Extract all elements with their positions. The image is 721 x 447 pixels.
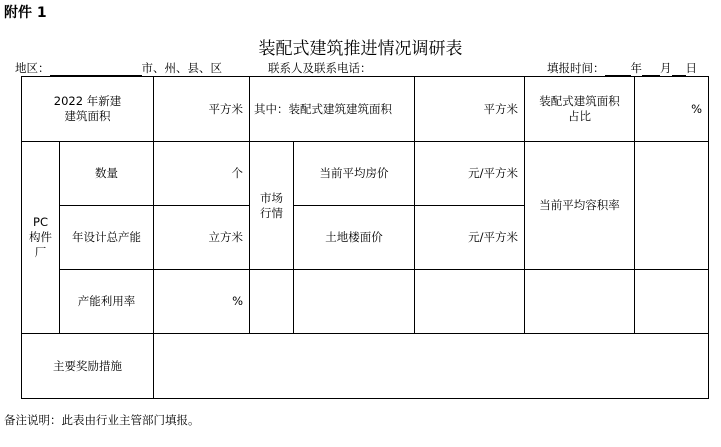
contact-field — [268, 60, 372, 76]
incentives-label: 主要奖励措施 — [22, 334, 154, 399]
blank-cell[interactable] — [415, 270, 525, 334]
pc-line1: PC — [33, 215, 48, 229]
prefab-ratio-header — [525, 77, 635, 142]
prefab-area-label: 其中：装配式建筑建筑面积 — [250, 77, 415, 142]
capacity-label: 年设计总产能 — [60, 206, 154, 270]
blank-cell[interactable] — [294, 270, 415, 334]
page-title: 装配式建筑推进情况调研表 — [258, 39, 463, 59]
month-label: 月 — [660, 61, 672, 75]
region-field — [15, 60, 222, 76]
day-input-line[interactable] — [672, 63, 686, 76]
table-row — [22, 270, 709, 334]
prefab-ratio-line1: 装配式建筑面积 — [539, 94, 620, 108]
new-area-line2: 建筑面积 — [64, 109, 111, 123]
date-field — [547, 60, 697, 76]
incentives-value[interactable] — [154, 334, 709, 399]
market-line1: 市场 — [260, 190, 284, 205]
month-input-line[interactable] — [642, 63, 660, 76]
avg-far-value[interactable] — [635, 142, 709, 270]
avg-price-label: 当前平均房价 — [294, 142, 415, 206]
market-header — [250, 142, 294, 270]
prefab-area-unit[interactable]: 平方米 — [415, 77, 525, 142]
day-label: 日 — [685, 61, 697, 75]
avg-far-label: 当前平均容积率 — [525, 142, 635, 270]
region-units: 市、州、县、区 — [141, 61, 222, 75]
capacity-unit[interactable]: 立方米 — [154, 206, 250, 270]
table-row — [22, 77, 709, 142]
utilization-unit[interactable]: % — [154, 270, 250, 334]
year-label: 年 — [630, 61, 642, 75]
pc-line2: 构件 — [29, 230, 52, 244]
new-area-line1: 2022 年新建 — [53, 94, 122, 108]
quantity-unit[interactable]: 个 — [154, 142, 250, 206]
contact-label: 联系人及联系电话： — [268, 61, 372, 75]
year-input-line[interactable] — [605, 63, 631, 76]
new-area-unit[interactable]: 平方米 — [154, 77, 250, 142]
pc-factory-header — [22, 142, 60, 334]
region-label: 地区： — [15, 61, 50, 75]
prefab-ratio-unit[interactable]: % — [635, 77, 709, 142]
date-label: 填报时间： — [547, 61, 605, 75]
prefab-ratio-line2: 占比 — [568, 109, 592, 123]
blank-cell[interactable] — [250, 270, 294, 334]
blank-cell[interactable] — [635, 270, 709, 334]
table-row — [22, 334, 709, 399]
land-price-label: 土地楼面价 — [294, 206, 415, 270]
avg-price-unit[interactable]: 元/平方米 — [415, 142, 525, 206]
quantity-label: 数量 — [60, 142, 154, 206]
attachment-label: 附件 1 — [4, 5, 47, 21]
market-line2: 行情 — [260, 205, 284, 220]
survey-table — [21, 76, 709, 399]
utilization-label: 产能利用率 — [60, 270, 154, 334]
region-input-line[interactable] — [50, 63, 142, 76]
new-area-header — [22, 77, 154, 142]
footer-note: 备注说明：此表由行业主管部门填报。 — [4, 413, 200, 427]
land-price-unit[interactable]: 元/平方米 — [415, 206, 525, 270]
table-row — [22, 142, 709, 206]
pc-line3: 厂 — [34, 245, 47, 259]
blank-cell[interactable] — [525, 270, 635, 334]
